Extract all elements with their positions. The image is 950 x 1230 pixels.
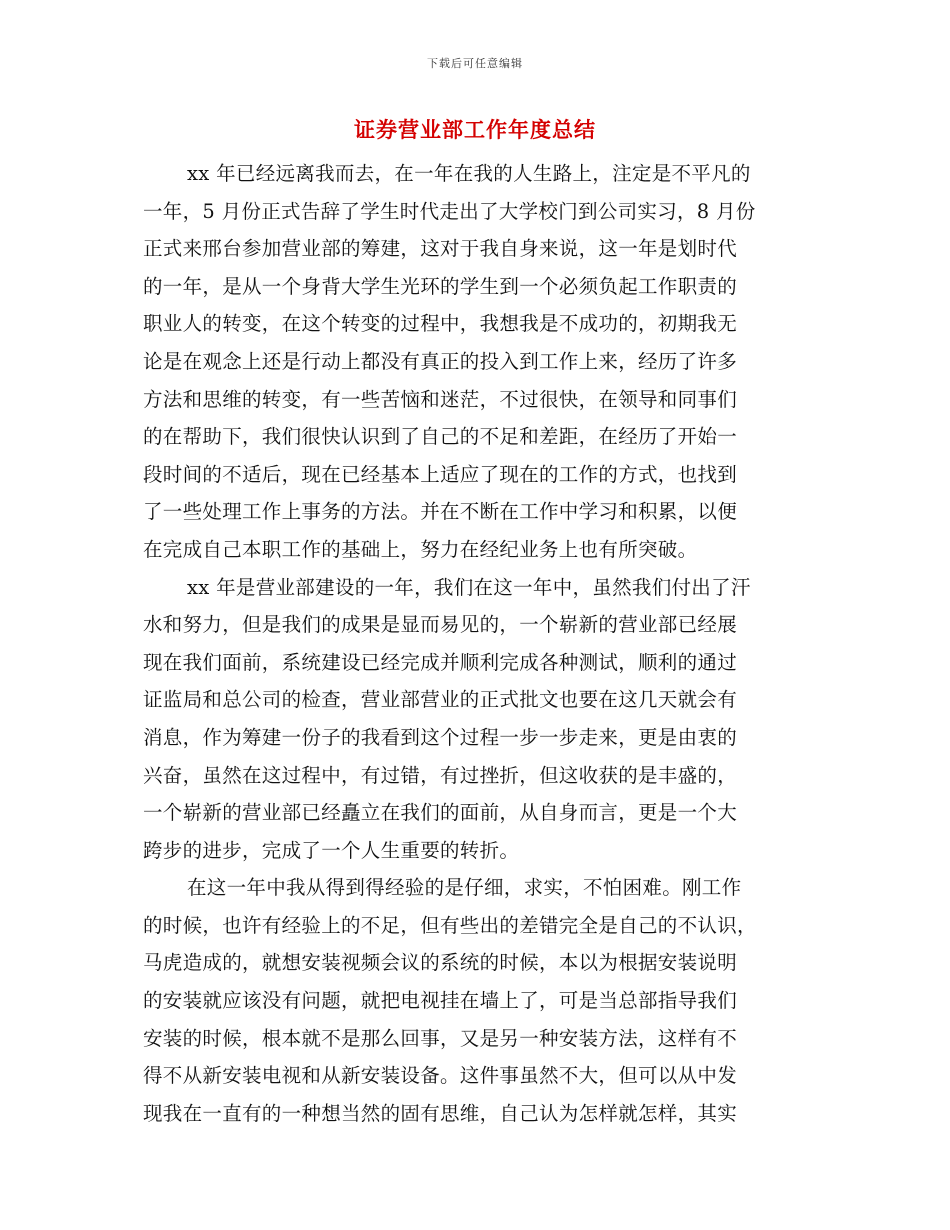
text-line: 安装的时候，根本就不是那么回事，又是另一种安装方法，这样有不 (143, 1026, 738, 1050)
text-line: 水和努力，但是我们的成果是显而易见的，一个崭新的营业部已经展 (143, 613, 738, 637)
paragraph (143, 155, 807, 569)
text-line: 消息，作为筹建一份子的我看到这个过程一步一步走来，更是由衷的 (143, 725, 738, 749)
text-line: 的时候，也许有经验上的不足，但有些出的差错完全是自己的不认识， (143, 913, 757, 937)
document-title: 证券营业部工作年度总结 (354, 117, 596, 142)
text-line: 的安装就应该没有问题，就把电视挂在墙上了，可是当总部指导我们 (143, 989, 738, 1013)
text-line: xx 年已经远离我而去，在一年在我的人生路上，注定是不平凡的 (187, 162, 751, 185)
text-line: 得不从新安装电视和从新安装设备。这件事虽然不大，但可以从中发 (143, 1064, 738, 1088)
text-line: 论是在观念上还是行动上都没有真正的投入到工作上来，经历了许多 (143, 349, 738, 373)
text-line: 职业人的转变，在这个转变的过程中，我想我是不成功的，初期我无 (143, 312, 738, 336)
paragraph (143, 569, 807, 870)
document-body (143, 155, 807, 1132)
text-line: 在这一年中我从得到得经验的是仔细，求实，不怕困难。刚工作 (187, 876, 742, 900)
header-note: 下载后可任意编辑 (427, 57, 523, 70)
text-line: 证监局和总公司的检查，营业部营业的正式批文也要在这几天就会有 (143, 688, 738, 712)
text-line: 现在我们面前，系统建设已经完成并顺利完成各种测试，顺利的通过 (143, 650, 738, 674)
text-line: 的一年，是从一个身背大学生光环的学生到一个必须负起工作职责的 (143, 274, 738, 298)
text-line: 方法和思维的转变，有一些苦恼和迷茫，不过很快，在领导和同事们 (143, 387, 738, 411)
text-line: 跨步的进步，完成了一个人生重要的转折。 (143, 838, 520, 862)
text-line: 兴奋，虽然在这过程中，有过错，有过挫折，但这收获的是丰盛的， (143, 763, 738, 787)
text-line: 段时间的不适后，现在已经基本上适应了现在的工作的方式，也找到 (143, 462, 738, 486)
paragraph (143, 869, 807, 1132)
text-line: 在完成自己本职工作的基础上，努力在经纪业务上也有所突破。 (143, 537, 698, 561)
text-line: 的在帮助下，我们很快认识到了自己的不足和差距，在经历了开始一 (143, 425, 738, 449)
text-line: 马虎造成的，就想安装视频会议的系统的时候，本以为根据安装说明 (143, 951, 738, 975)
text-line: xx 年是营业部建设的一年，我们在这一年中，虽然我们付出了汗 (187, 575, 751, 599)
text-line: 了一些处理工作上事务的方法。并在不断在工作中学习和积累，以便 (143, 500, 738, 524)
text-line: 正式来邢台参加营业部的筹建，这对于我自身来说，这一年是划时代 (143, 237, 738, 261)
text-line: 一个崭新的营业部已经矗立在我们的面前，从自身而言，更是一个大 (143, 801, 738, 825)
text-line: 一年，5 月份正式告辞了学生时代走出了大学校门到公司实习，8 月份 (143, 199, 756, 223)
text-line: 现我在一直有的一种想当然的固有思维，自己认为怎样就怎样，其实 (143, 1101, 738, 1125)
